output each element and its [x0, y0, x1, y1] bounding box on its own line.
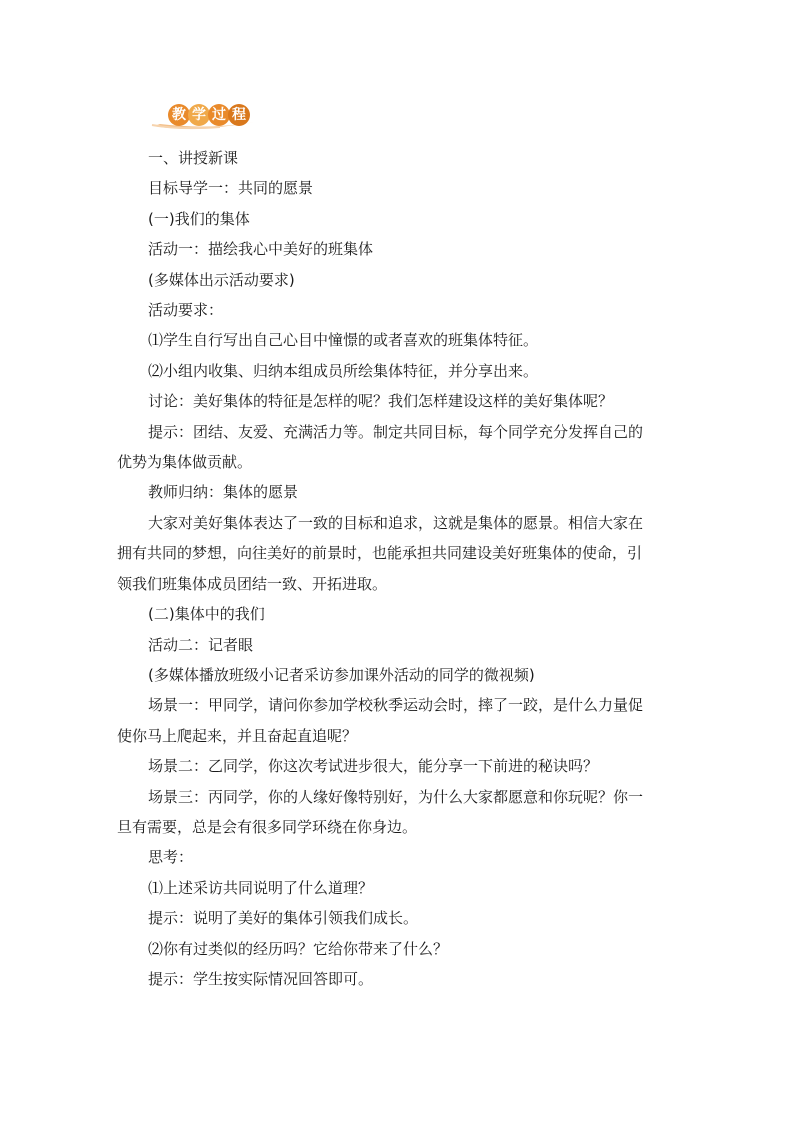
lesson-content [117, 143, 648, 994]
requirement-item: ⑴学生自行写出自己心目中憧憬的或者喜欢的班集体特征。 [148, 331, 539, 350]
scene-paragraph [117, 782, 648, 843]
requirement-item: ⑵小组内收集、归纳本组成员所绘集体特征，并分享出来。 [148, 361, 539, 380]
think-label: 思考： [148, 848, 194, 867]
discussion-question: 讨论：美好集体的特征是怎样的呢？我们怎样建设这样的美好集体呢？ [148, 392, 614, 411]
badge-char: 程 [228, 104, 250, 126]
paragraph-line: 领我们班集体成员团结一致、开拓进取。 [117, 574, 388, 593]
hint-line: 提示：学生按实际情况回答即可。 [148, 969, 374, 988]
paragraph-line: 优势为集体做贡献。 [117, 453, 253, 472]
badge-title [168, 104, 248, 126]
media-note: (多媒体出示活动要求) [148, 270, 295, 289]
hint-paragraph [117, 417, 648, 478]
scene-line: 场景二：乙同学，你这次考试进步很大，能分享一下前进的秘诀吗？ [148, 757, 599, 776]
question-item: ⑵你有过类似的经历吗？它给你带来了什么？ [148, 939, 449, 958]
paragraph-line: 场景三：丙同学，你的人缘好像特别好，为什么大家都愿意和你玩呢？你一 [148, 787, 644, 806]
hint-line: 提示：说明了美好的集体引领我们成长。 [148, 909, 419, 928]
activity-requirements-label: 活动要求： [148, 301, 224, 320]
activity-heading: 活动二：记者眼 [148, 635, 254, 654]
section-badge-teaching-process [150, 100, 260, 134]
goal-heading: 目标导学一：共同的愿景 [148, 179, 314, 198]
question-item: ⑴上述采访共同说明了什么道理？ [148, 878, 374, 897]
teacher-summary-heading: 教师归纳：集体的愿景 [148, 483, 299, 502]
scene-paragraph [117, 690, 648, 751]
paragraph-line: 提示：团结、友爱、充满活力等。制定共同目标，每个同学充分发挥自己的 [148, 422, 644, 441]
badge-char: 教 [168, 104, 190, 126]
section-heading: 一、讲授新课 [148, 149, 239, 167]
paragraph-line: 大家对美好集体表达了一致的目标和追求，这就是集体的愿景。相信大家在 [148, 513, 644, 532]
paragraph-line: 旦有需要，总是会有很多同学环绕在你身边。 [117, 817, 418, 836]
summary-paragraph [117, 508, 648, 599]
badge-char: 学 [188, 104, 210, 126]
paragraph-line: 拥有共同的梦想，向往美好的前景时，也能承担共同建设美好班集体的使命，引 [117, 544, 643, 563]
paragraph-line: 使你马上爬起来，并且奋起直追呢？ [117, 726, 358, 745]
activity-heading: 活动一：描绘我心中美好的班集体 [148, 240, 374, 259]
subsection-heading: (二)集体中的我们 [148, 605, 265, 624]
badge-char: 过 [208, 104, 230, 126]
media-note: (多媒体播放班级小记者采访参加课外活动的同学的微视频) [148, 665, 535, 684]
subsection-heading: (一)我们的集体 [148, 209, 250, 228]
paragraph-line: 场景一：甲同学，请问你参加学校秋季运动会时，摔了一跤，是什么力量促 [148, 696, 644, 715]
